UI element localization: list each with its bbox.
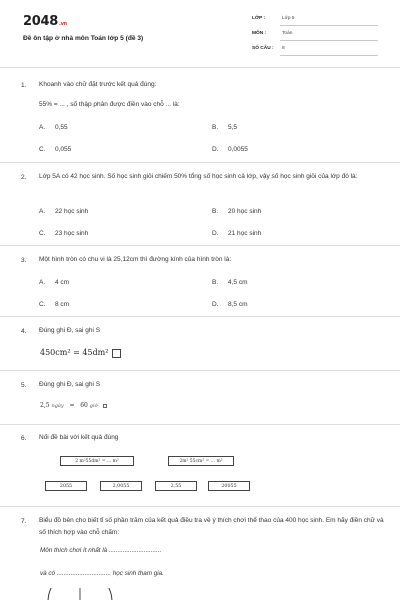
document-title: Đề ôn tập ở nhà môn Toán lớp 5 (đề 3) xyxy=(23,35,144,42)
meta-count-label: SỐ CÂU : xyxy=(252,46,274,51)
q3-text: Một hình tròn có chu vi là 25,12cm thì đường kính của hình tròn là: xyxy=(39,256,232,263)
meta-class-label: LỚP : xyxy=(252,16,266,21)
q4-statement xyxy=(40,348,121,358)
question-divider xyxy=(0,162,400,163)
q3-option-d[interactable]: D. 8,5 cm xyxy=(212,301,248,308)
logo-text: 2048 xyxy=(23,14,58,29)
q7-pie-chart xyxy=(40,588,120,600)
question-divider xyxy=(0,424,400,425)
q2-number: 2. xyxy=(21,174,27,181)
q4-text: Đúng ghi Đ, sai ghi S xyxy=(39,327,101,334)
meta-underline xyxy=(280,40,378,41)
q5-left-unit: ngày xyxy=(51,403,64,409)
q2-option-b[interactable]: B. 20 học sinh xyxy=(212,208,262,215)
meta-count xyxy=(252,46,378,56)
question-divider xyxy=(0,506,400,507)
q6-answer-1[interactable]: 2055 xyxy=(45,481,87,491)
q5-number: 5. xyxy=(21,382,27,389)
q3-option-c[interactable]: C. 8 cm xyxy=(39,301,70,308)
meta-subject-label: MÔN : xyxy=(252,31,267,36)
q4-math: 450cm² = 45dm² xyxy=(40,348,109,357)
q7-text: Biểu đồ bên cho biết tỉ số phần trăm của kết quả điều tra về ý thích chơi thể thao của 400 học sinh. Em hãy điền chữ và số thích hợp vào chỗ chấm: xyxy=(39,517,384,536)
meta-count-value: 8 xyxy=(282,46,285,51)
q2-option-a[interactable]: A. 22 học sinh xyxy=(39,208,89,215)
meta-underline xyxy=(280,55,378,56)
meta-subject xyxy=(252,31,378,41)
q7-fill-2[interactable] xyxy=(40,570,164,577)
q6-expression-2[interactable]: 2m² 55cm² = ... m² xyxy=(168,456,234,466)
q5-right-unit: giờ xyxy=(89,403,98,409)
q6-text: Nối đề bài với kết quả đúng xyxy=(39,434,119,441)
q5-text: Đúng ghi Đ, sai ghi S xyxy=(39,381,101,388)
q2-option-c[interactable]: C. 23 học sinh xyxy=(39,230,89,237)
q5-right-value: 60 xyxy=(80,402,88,409)
q5-statement xyxy=(40,402,107,409)
q6-answer-4[interactable]: 20055 xyxy=(208,481,250,491)
q3-option-b[interactable]: B. 4,5 cm xyxy=(212,279,248,286)
meta-underline xyxy=(280,25,378,26)
q3-option-a[interactable]: A. 4 cm xyxy=(39,279,70,286)
q6-number: 6. xyxy=(21,435,27,442)
q7-number: 7. xyxy=(21,518,27,525)
question-divider xyxy=(0,316,400,317)
q1-option-c[interactable]: C. 0,055 xyxy=(39,146,72,153)
q5-equals: = xyxy=(69,402,75,409)
meta-subject-value: Toán xyxy=(282,31,293,36)
question-divider xyxy=(0,245,400,246)
q6-answer-2[interactable]: 2,0055 xyxy=(100,481,142,491)
q1-text: Khoanh vào chữ đặt trước kết quả đúng: xyxy=(39,81,157,88)
meta-class xyxy=(252,16,378,26)
q1-option-b[interactable]: B. 5,5 xyxy=(212,124,238,131)
q6-answer-3[interactable]: 2,55 xyxy=(155,481,197,491)
q5-answer-box[interactable] xyxy=(103,404,107,408)
meta-class-value: Lớp 5 xyxy=(282,16,295,21)
q7-fill-2-start: và có ............................... xyxy=(40,570,112,577)
question-divider xyxy=(0,370,400,371)
q4-answer-box[interactable] xyxy=(112,349,121,358)
q3-number: 3. xyxy=(21,257,27,264)
q5-left-value: 2,5 xyxy=(40,402,50,409)
q1-option-d[interactable]: D. 0,0055 xyxy=(212,146,248,153)
q7-fill-1[interactable]: Môn thích chơi ít nhất là .............................. xyxy=(40,547,162,554)
header-divider xyxy=(0,67,400,68)
q6-expression-1[interactable]: 2 m²55dm² = ... m² xyxy=(60,456,134,466)
q1-number: 1. xyxy=(21,82,27,89)
site-logo[interactable] xyxy=(23,14,67,29)
q2-text: Lớp 5A có 42 học sinh. Số học sinh giỏi chiếm 50% tổng số học sinh cả lớp, vậy số học sinh giỏi của lớp đó là: xyxy=(39,173,358,180)
logo-suffix: .vn xyxy=(58,21,67,27)
q4-number: 4. xyxy=(21,328,27,335)
q2-option-d[interactable]: D. 21 học sinh xyxy=(212,230,262,237)
q7-fill-2-end: học sinh tham gia. xyxy=(112,570,164,577)
q1-option-a[interactable]: A. 0,55 xyxy=(39,124,68,131)
q1-subtext: 55% = ... , số thập phân được điền vào chỗ ... là: xyxy=(39,101,180,108)
